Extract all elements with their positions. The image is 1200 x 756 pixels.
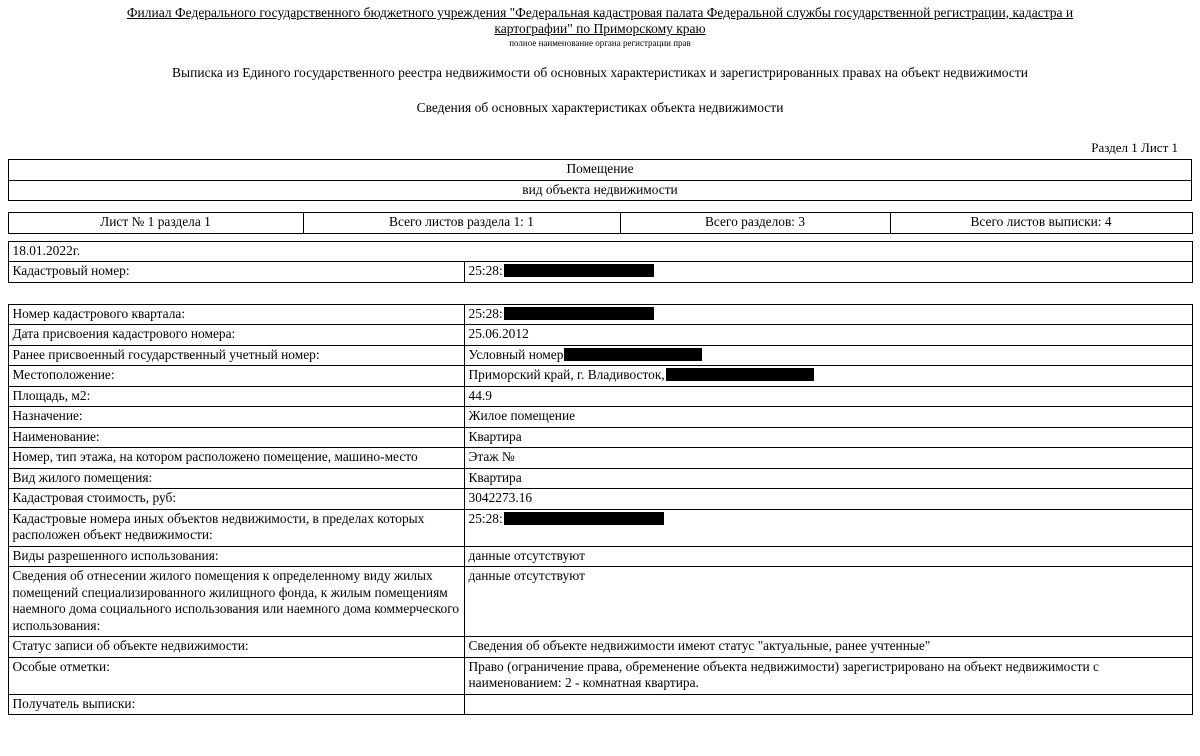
table-row	[8, 489, 1192, 510]
table-row	[8, 241, 1192, 262]
characteristic-value	[464, 407, 1192, 428]
characteristic-value-text: Сведения об объекте недвижимости имеют статус "актуальные, ранее учтенные"	[468, 638, 931, 653]
characteristic-label: Наименование:	[8, 427, 464, 448]
characteristic-value	[464, 304, 1192, 325]
cadastral-number-label: Кадастровый номер:	[8, 262, 464, 283]
table-row	[8, 345, 1192, 366]
table-row	[8, 657, 1192, 694]
characteristic-value-text: 25:28:	[468, 510, 503, 526]
characteristics-table	[8, 304, 1193, 716]
redaction-bar	[504, 264, 654, 277]
characteristic-value-text: 3042273.16	[468, 490, 533, 505]
characteristic-value	[464, 694, 1192, 715]
table-row	[9, 160, 1192, 181]
characteristic-value	[464, 509, 1192, 546]
organization-caption: полное наименование органа регистрации прав	[509, 38, 691, 48]
table-row	[8, 637, 1192, 658]
characteristic-label: Местоположение:	[8, 366, 464, 387]
characteristic-value-text: 25.06.2012	[468, 326, 529, 341]
sheet-counts-table	[8, 212, 1193, 234]
characteristic-value-text: Право (ограничение права, обременение объекта недвижимости) зарегистрировано на объект недвижимости с наименованием: 2 - комнатная квартира.	[468, 658, 1099, 690]
count-total-sections: Всего разделов: 3	[620, 213, 890, 234]
table-row	[8, 213, 1192, 234]
characteristic-label: Статус записи об объекте недвижимости:	[8, 637, 464, 658]
characteristic-value	[464, 637, 1192, 658]
characteristic-value-text: Приморский край, г. Владивосток,	[468, 367, 665, 382]
characteristic-label: Ранее присвоенный государственный учетный номер:	[8, 345, 464, 366]
count-total-sheets-section: Всего листов раздела 1: 1	[303, 213, 620, 234]
object-type-caption: вид объекта недвижимости	[9, 180, 1192, 201]
characteristic-value-text: данные отсутствуют	[468, 568, 585, 583]
characteristic-label: Кадастровые номера иных объектов недвижимости, в пределах которых расположен объект недвижимости:	[8, 509, 464, 546]
characteristic-label: Особые отметки:	[8, 657, 464, 694]
characteristic-value-text: Жилое помещение	[468, 408, 576, 423]
organization-name	[0, 0, 1200, 37]
characteristic-label: Сведения об отнесении жилого помещения к определенному виду жилых помещений специализированного жилищного фонда, к жилым помещениям наемного дома социального использования или наемного дома коммерческого использования:	[8, 567, 464, 637]
characteristic-value-text: Этаж №	[468, 449, 515, 464]
page-subtitle: Сведения об основных характеристиках объекта недвижимости	[416, 100, 784, 115]
redaction-bar	[504, 512, 664, 525]
organization-name-line2: картографии" по Приморскому краю	[494, 21, 706, 36]
characteristic-value	[464, 366, 1192, 387]
characteristic-value	[464, 489, 1192, 510]
table-row	[8, 468, 1192, 489]
characteristic-value	[464, 345, 1192, 366]
count-sheet-of-section: Лист № 1 раздела 1	[8, 213, 303, 234]
table-row	[8, 407, 1192, 428]
table-row	[8, 325, 1192, 346]
object-type-table	[8, 159, 1192, 201]
characteristic-value-text: 44.9	[468, 387, 492, 403]
cadastral-number-table	[8, 241, 1193, 283]
characteristic-label: Номер, тип этажа, на котором расположено помещение, машино-место	[8, 448, 464, 469]
characteristic-value-text: Квартира	[468, 469, 522, 485]
characteristic-label: Назначение:	[8, 407, 464, 428]
characteristic-value-text: Квартира	[468, 428, 522, 444]
table-row	[8, 567, 1192, 637]
table-row	[9, 180, 1192, 201]
extract-date: 18.01.2022г.	[8, 241, 1192, 262]
characteristic-label: Дата присвоения кадастрового номера:	[8, 325, 464, 346]
characteristic-value-text: 25:28:	[468, 305, 503, 321]
table-row	[8, 386, 1192, 407]
table-row	[8, 366, 1192, 387]
characteristic-label: Номер кадастрового квартала:	[8, 304, 464, 325]
count-total-sheets-extract: Всего листов выписки: 4	[890, 213, 1192, 234]
cadastral-number-value	[464, 262, 1192, 283]
table-row	[8, 509, 1192, 546]
object-type-value: Помещение	[9, 160, 1192, 181]
redaction-bar	[564, 348, 702, 361]
table-row	[8, 546, 1192, 567]
table-row	[8, 262, 1192, 283]
characteristic-value	[464, 448, 1192, 469]
characteristic-value	[464, 657, 1192, 694]
characteristic-value	[464, 546, 1192, 567]
characteristic-label: Получатель выписки:	[8, 694, 464, 715]
organization-name-line1: Филиал Федерального государственного бюджетного учреждения "Федеральная кадастровая палата Федеральной службы государственной регистрации, кадастра и	[126, 5, 1074, 20]
cadastral-number-prefix: 25:28:	[468, 263, 503, 278]
characteristic-label: Вид жилого помещения:	[8, 468, 464, 489]
page-title: Выписка из Единого государственного реестра недвижимости об основных характеристиках и зарегистрированных правах на объект недвижимости	[172, 65, 1028, 80]
redaction-bar	[504, 307, 654, 320]
table-row	[8, 694, 1192, 715]
characteristic-value-text: данные отсутствуют	[468, 547, 585, 563]
characteristic-value	[464, 427, 1192, 448]
characteristic-value-text: Условный номер	[468, 346, 564, 362]
characteristic-value	[464, 325, 1192, 346]
characteristic-label: Площадь, м2:	[8, 386, 464, 407]
section-reference: Раздел 1 Лист 1	[1091, 140, 1178, 155]
characteristic-label: Виды разрешенного использования:	[8, 546, 464, 567]
table-row	[8, 448, 1192, 469]
characteristics-rows	[8, 304, 1192, 715]
document-header	[0, 0, 1200, 155]
table-row	[8, 427, 1192, 448]
characteristic-value	[464, 386, 1192, 407]
characteristic-value	[464, 567, 1192, 637]
characteristic-label: Кадастровая стоимость, руб:	[8, 489, 464, 510]
characteristic-value	[464, 468, 1192, 489]
redaction-bar	[666, 368, 814, 381]
table-row	[8, 304, 1192, 325]
